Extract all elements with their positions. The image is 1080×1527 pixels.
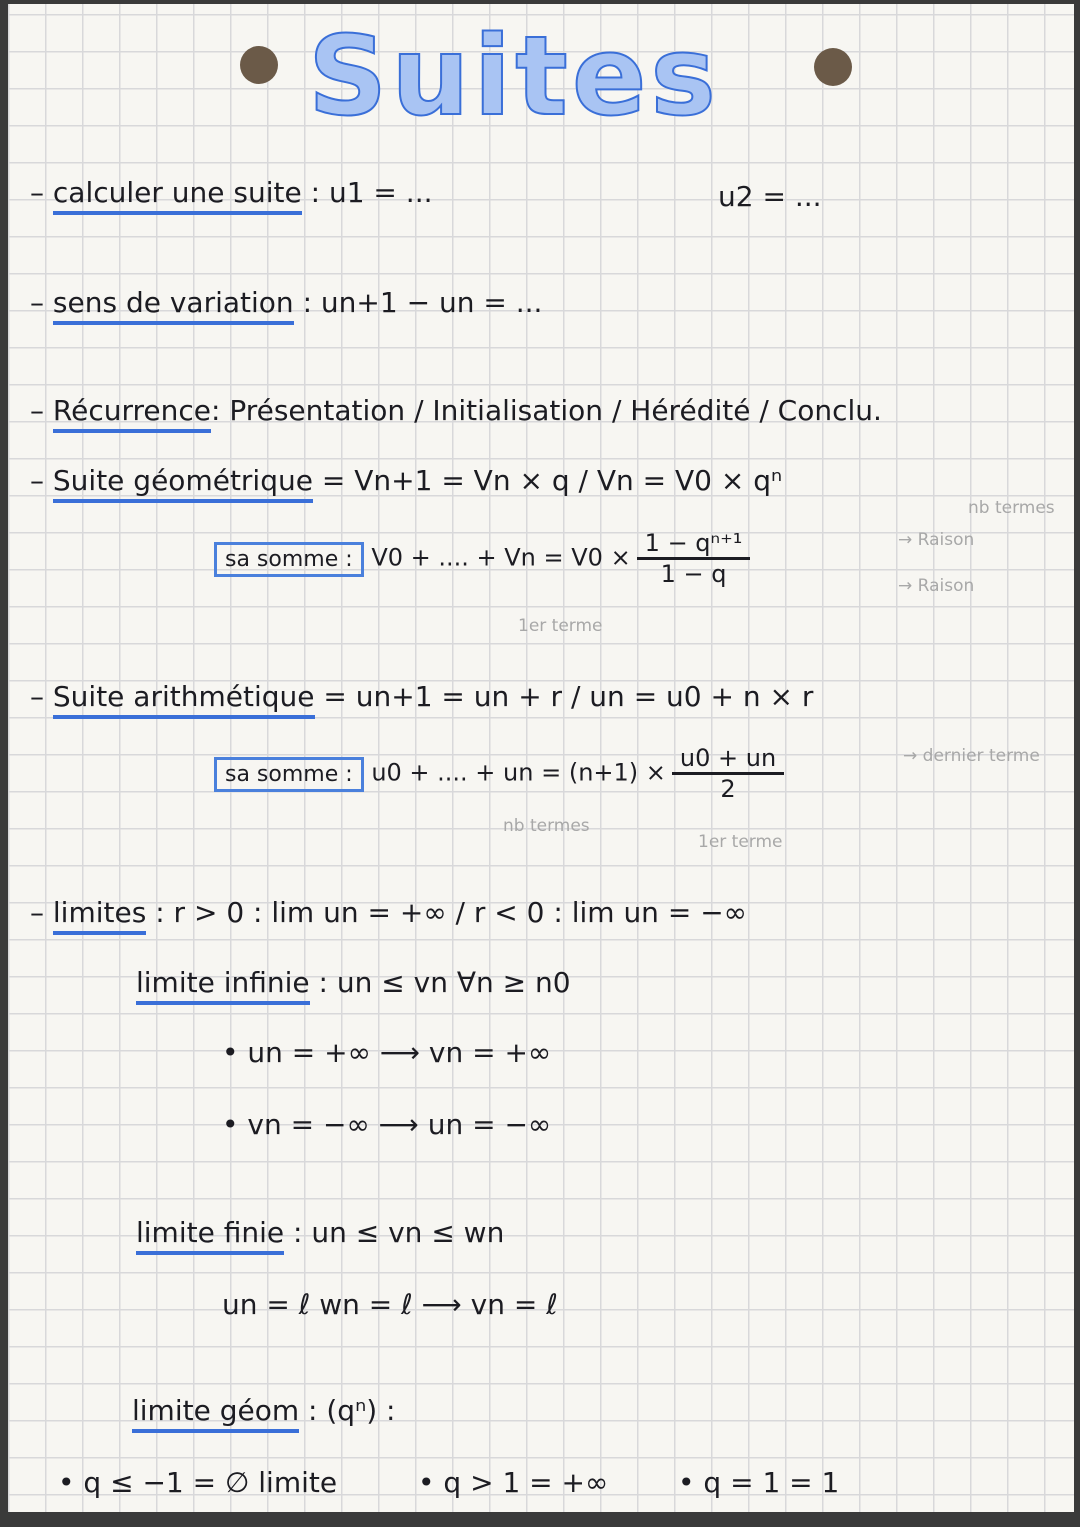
binder-hole (814, 48, 852, 86)
note-raison: → Raison (898, 576, 975, 596)
geom-bullet: • q = 1 = 1 (678, 1466, 840, 1499)
finite-expr: : un ≤ vn ≤ wn (293, 1216, 505, 1249)
geom-limit-expr: : (qⁿ) : (308, 1394, 396, 1427)
arithmetic-fraction (672, 744, 784, 803)
infinite-bullet: • vn = −∞ ⟶ un = −∞ (222, 1108, 552, 1141)
geom-bullet: • q > 1 = +∞ (418, 1466, 609, 1499)
note-nb-terms: nb termes (503, 816, 590, 836)
line-infinite (136, 966, 571, 999)
calc-expr: : u1 = ... (310, 176, 433, 209)
line-geom-limit (132, 1394, 395, 1427)
denominator: 2 (720, 775, 736, 803)
page-title: Suites (308, 12, 720, 140)
binder-hole (240, 46, 278, 84)
arithmetic-sum-label: sa somme : (214, 757, 364, 792)
note-raison: → Raison (898, 530, 975, 550)
line-geometric: – Suite géométrique = Vn+1 = Vn × q / Vn = V0 × qⁿ (30, 464, 782, 497)
line-recurrence: – Récurrence: Présentation / Initialisation / Hérédité / Conclu. (30, 394, 882, 427)
arithmetic-sum-lhs: u0 + .... + un = (n+1) × (371, 758, 666, 787)
infinite-bullet: • un = +∞ ⟶ vn = +∞ (222, 1036, 552, 1069)
numerator: u0 + un (672, 744, 784, 775)
line-finite (136, 1216, 504, 1249)
finite-label: limite finie (136, 1216, 284, 1255)
note-last-term: → dernier terme (903, 746, 1040, 766)
geometric-sum (214, 529, 750, 588)
geometric-sum-lhs: V0 + .... + Vn = V0 × (371, 543, 631, 572)
note-first-term: 1er terme (698, 832, 783, 852)
arithmetic-expr: = un+1 = un + r / un = u0 + n × r (323, 680, 814, 713)
geometric-sum-label: sa somme : (214, 542, 364, 577)
recurrence-label: Récurrence (53, 394, 211, 433)
geometric-fraction (637, 529, 751, 588)
grid-paper (8, 4, 1074, 1512)
geom-limit-label: limite géom (132, 1394, 299, 1433)
infinite-label: limite infinie (136, 966, 310, 1005)
note-first-term: 1er terme (518, 616, 603, 636)
infinite-expr: : un ≤ vn ∀n ≥ n0 (318, 966, 571, 999)
line-arithmetic: – Suite arithmétique = un+1 = un + r / un = u0 + n × r (30, 680, 813, 713)
recurrence-expr: : Présentation / Initialisation / Hérédité / Conclu. (210, 394, 882, 427)
limits-expr: : r > 0 : lim un = +∞ / r < 0 : lim un = −∞ (155, 896, 747, 929)
geom-bullet: • q ≤ −1 = ∅ limite (58, 1466, 338, 1499)
arithmetic-label: Suite arithmétique (53, 680, 315, 719)
geometric-label: Suite géométrique (53, 464, 313, 503)
numerator: 1 − qⁿ⁺¹ (637, 529, 751, 560)
arithmetic-sum (214, 744, 784, 803)
variation-expr: : un+1 − un = ... (302, 286, 543, 319)
line-calc: – calculer une suite : u1 = ... (30, 176, 433, 209)
calc-expr2: u2 = ... (718, 180, 822, 213)
finite-expr2: un = ℓ wn = ℓ ⟶ vn = ℓ (222, 1288, 558, 1321)
line-variation: – sens de variation : un+1 − un = ... (30, 286, 542, 319)
calc-label: calculer une suite (53, 176, 302, 215)
variation-label: sens de variation (53, 286, 294, 325)
note-nb-terms: nb termes (968, 498, 1055, 518)
geometric-expr: = Vn+1 = Vn × q / Vn = V0 × qⁿ (321, 464, 783, 497)
denominator: 1 − q (660, 560, 727, 588)
line-limits: – limites : r > 0 : lim un = +∞ / r < 0 : lim un = −∞ (30, 896, 747, 929)
limits-label: limites (53, 896, 146, 935)
